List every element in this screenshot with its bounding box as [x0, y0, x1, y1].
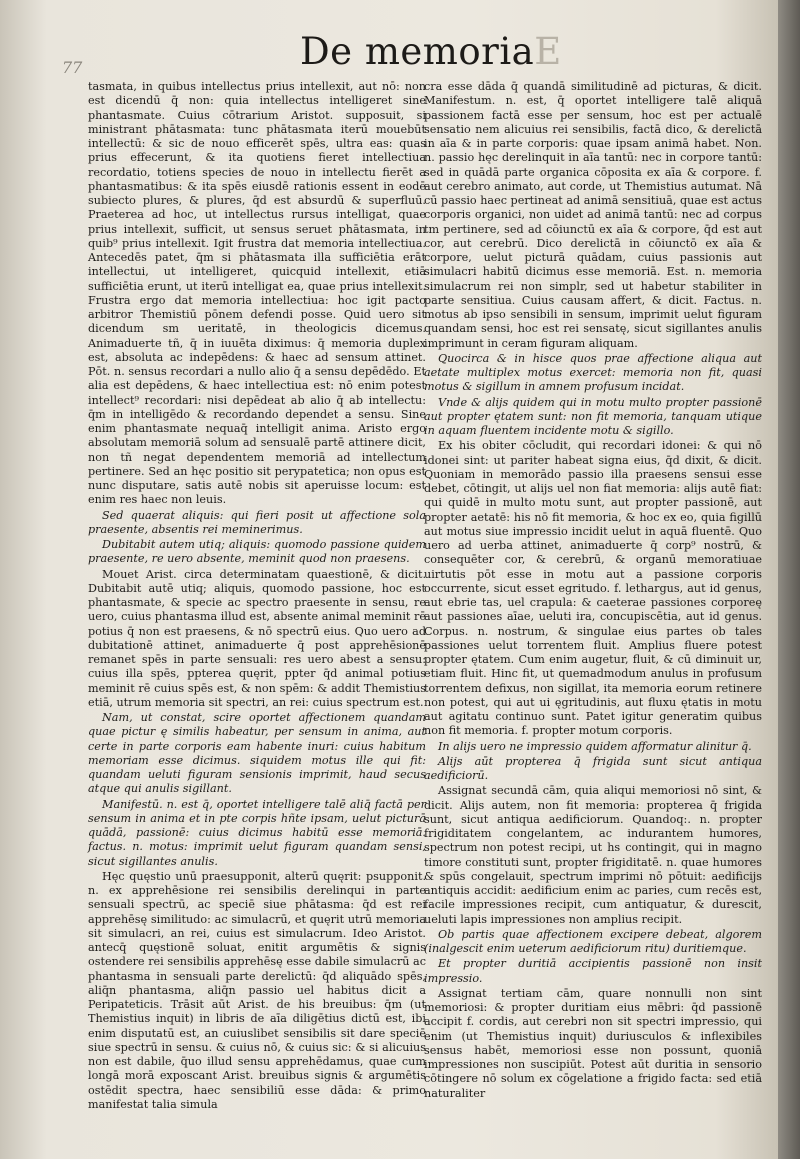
lemma-paragraph: Quocirca & in hisce quos prae affectione aliqua aut aetate multiplex motus exercet: memoria non fit, quasi motus & sigillum in amnem profusum incidat.: [424, 351, 762, 394]
commentary-paragraph: tasmata, in quibus intellectus prius intellexit, aut nō: non est dicendū q̄ non: quia intellectus intelligeret sine phantasmate. Cuius cōtrarium Aristot. supposuit, si ministrant phātasmata: tunc phātasmata iterū mouebūt intellectū: & sic de nouo efficerēt spēs, ultra eas: quas prius effecerunt, & ita quotiens fieret intellectiua recordatio, totiens species de nouo in intellectu fierēt a phantasmatibus: & ita spēs eiusdē rationis essent in eodē subiecto plures, & plures, q̄d est absurdū & superfluū. Praeterea ad hoc, ut intellectus rursus intelligat, quae prius intellexit, sufficit, ut sensus seruet phātasmata, in quib⁹ prius intellexit. Igit frustra dat memoria intellectiua. Antecedēs patet, q̄m si phātasmata illa sufficiētia erāt intellectui, ut intelligeret, quicquid intellexit, etiā sufficiētia erunt, ut iterū intelligat ea, quae prius intellexit. Frustra ergo dat memoria intellectiua: hoc igit pacto arbitror Themistiū pōnem defendi posse. Quid uero sit dicendum sm ueritatē, in theologicis dicemus. Animaduerte tñ, q̄ in iuuēta diximus: q̄ memoria duplex est, absoluta ac indepēdens: & haec ad sensum attinet. Pōt. n. sensus recordari a nullo alio q̄ a sensu depēdēdo. Et alia est depēdens, & haec intellectiua est: nō enim potest intellect⁹ recordari: nisi depēdeat ab alio q̄ ab intellectu: q̄m in intelligēdo & recordando dependet a sensu. Sine enim phantasmate nequaq̄ intelligit anima. Aristo ergo absolutam memoriā solum ad sensualē partē attinere dicit, non tñ negat dependentem memoriā ad intellectum pertinere. Sed an hęc positio sit perypatetica; non opus est nunc disputare, satis autē nobis sit aperuisse locum: est enim res haec non leuis.: [88, 80, 426, 507]
lemma-paragraph: Nam, ut constat, scire oportet affectionem quandam quae pictur ę similis habeatur, per sensum in anima, aut certe in parte corporis eam habente inuri: cuius habitum memoriam esse dicimus. siquidem motus ille qui fit: quandam ueluti figuram sensionis imprimit, haud secus atque qui anulis sigillant.: [88, 711, 426, 796]
lemma-paragraph: In alijs uero ne impressio quidem afformatur alinitur q̄.: [438, 739, 752, 753]
running-header-bleed: E: [534, 30, 562, 73]
commentary-paragraph: Mouet Arist. circa determinatam quaestionē, & dicit. Dubitabit autē utiq; aliquis, quomodo passione, hoc est phantasmate, & specie ac spectro praesente in sensu, re uero, cuius phantasma illud est, absente animal meminit rē potius q̄ non est praesens, & nō spectrū eius. Quo uero ad dubitationē attinet, animaduerte q̄ post apprehēsionē remanet spēs in parte sensuali: res uero abest a sensu: cuius illa spēs, ppterea quęrit, ppter q̄d animal potius meminit rē cuius spēs est, & non spēm: & addit Themistius etiā, utrum memoria sit spectri, an rei: cuius spectrum est.: [88, 567, 426, 709]
lemma-paragraph: Ob partis quae affectionem excipere debeat, algorem (inalgescit enim ueterum aedificiorum ritu) duritiemque.: [424, 927, 762, 955]
lemma-paragraph: Alijs aūt propterea q̄ frigida sunt sicut antiqua aedificiorū.: [424, 754, 762, 782]
right-text-column: [424, 80, 762, 1102]
lemma-paragraph: Manifestū. n. est q̄, oportet intelligere talē aliq̄ factā per sensum in anima et in pte corpis hñte ipsam, uelut picturā quādā, passionē: cuius dicimus habitū esse memoriā. factus. n. motus: imprimit uelut figuram quandam sensi, sicut sigillantes anulis.: [88, 797, 426, 868]
running-header-title: De memoria: [300, 30, 535, 73]
commentary-paragraph: Assignat tertiam cām, quare nonnulli non sint memoriosi: & propter duritiam eius mēbri: q̄d passionē accipit f. cordis, aut cerebri non sit spectri impressio, qui enim (ut Themistius inquit) duriusculos & inflexibiles sensus habēt, memoriosi esse non possunt, quoniā impressiones non suscipiūt. Potest aūt duritia in sensorio cōtingere nō solum ex cōgelatione a frigido facta: sed etiā naturaliter: [424, 986, 762, 1100]
commentary-paragraph: Ex his obiter cōcludit, qui recordari idonei: & qui nō idonei sint: ut pariter habeat signa eius, q̄d dixit, & dicit. Quoniam in memorādo passio illa praesens sensui esse debet, cōtingit, ut alijs uel non fiat memoria: alijs autē fiat: qui quidē in multo motu sunt, aut propter passionē, aut propter aetatē: his nō fit memoria, & hoc ex eo, quia figillū aut motus siue impressio incidit uelut in aquā fluentē. Quo uero ad uerba attinet, animaduerte q̄ corp⁹ nostrū, & consequēter cor, & cerebrū, & organū memoratiuae uirtutis pōt esse in motu aut a passione corporis occurrente, sicut esset egritudo. f. lethargus, aut id genus, aut ebrie tas, uel crapula: & caeterae passiones corporeę aut passiones aīae, ueluti ira, concupiscētia, aut id genus. Corpus. n. nostrum, & singulae eius partes ob tales passiones uelut torrentem fluit. Amplius fluere potest propter ętatem. Cum enim augetur, fluit, & cū diminuit ur, etiam fluit. Hinc fit, ut quemadmodum anulus in profusum torrentem defixus, non sigillat, ita memoria eorum retinere non potest, qui aut ui ęgritudinis, aut fluxu ętatis in motu aut agitatu continuo sunt. Patet igitur generatim quibus non fit memoria. f. propter motum corporis.: [424, 439, 762, 738]
running-header: [300, 30, 680, 73]
lemma-paragraph: Vnde & alijs quidem qui in motu multo propter passionē aut propter ętatem sunt: non fit memoria, tanquam utique in aquam fluentem incidente motu & sigillo.: [424, 395, 762, 437]
lemma-paragraph: Dubitabit autem utiq; aliquis: quomodo passione quidem praesente, re uero absente, meminit quod non praesens.: [88, 538, 426, 566]
page-edge-shadow: [778, 0, 800, 1159]
commentary-paragraph: Assignat secundā cām, quia aliqui memoriosi nō sint, & dicit. Alijs autem, non fit memoria: propterea q̄ frigida sunt, sicut antiqua aedificiorum. Quandoq:. n. propter frigiditatem congelantem, ac indurantem humores, spectrum non potest recipi, ut hs contingit, qui in magno timore constituti sunt, propter frigiditatē. n. quae humores & spūs congelauit, spectrum imprimi nō pōtuit: aedificijs antiquis accidit: aedificium enim ac paries, cum recēs est, facile impressiones recipit, cum antiquatur, & durescit, ueluti lapis impressiones non amplius recipit.: [424, 784, 762, 926]
lemma-paragraph: Sed quaerat aliquis: qui fieri posit ut affectione sola praesente, absentis rei meminerimus.: [88, 508, 426, 536]
commentary-paragraph: Hęc quęstio unū praesupponit, alterū quęrit: psupponit. n. ex apprehēsione rei sensibilis derelinqui in parte sensuali spectrū, ac speciē siue phātasma: q̄d est rei apprehēsę similitudo: ac simulacrū, et quęrit utrū memoria sit simulacri, an rei, cuius est simulacrum. Ideo Aristot. antecq̄ quęstionē soluat, enitit argumētis & signis ostendere rei sensibilis apprehēsę esse dabile simulacrū ac phantasma in sensuali parte derelictū: q̄d aliquādo spēs, aliq̄n phantasma, aliq̄n passio uel habitus dicit a Peripateticis. Trāsit aūt Arist. de his breuibus: q̄m (ut Themistius inquit) in libris de aīa diligētius dictū est, ibi enim disputatū est, an cuiuslibet sensibilis sit dare speciē siue spectrū in sensu. & cuius nō, & cuius sic: & si alicuius non est dabile, q̄uo illud sensu apprehēdamus, quae cum longā morā exposcant Arist. breuibus signis & argumētis ostēdit spectra, haec sensibiliū esse dāda: & primo manifestat talia simula: [88, 869, 426, 1111]
lemma-paragraph: Et propter duritiā accipientis passionē non insit impressio.: [424, 957, 762, 985]
commentary-paragraph: cra esse dāda q̄ quandā similitudinē ad picturas, & dicit. Manifestum. n. est, q̄ oportet intelligere talē aliquā passionem factā esse per sensum, hoc est per actualē sensatio nem alicuius rei sensibilis, factā dico, & derelictā in aīa & in parte corporis: quae ipsam animā habet. Non. n. passio hęc derelinquit in aīa tantū: nec in corpore tantū: sed in quādā parte organica cōposita ex aīa & corpore. f. aut cerebro animato, aut corde, ut Themistius autumat. Nā cū passio haec pertineat ad animā sensitiuā, quae est actus corporis organici, non uidet ad animā tantū: nec ad corpus tm pertinere, sed ad cōiunctū ex aīa & corpore, q̄d est aut cor, aut cerebrū. Dico derelictā in cōiunctō ex aīa & corpore, uelut picturā quādam, cuius passionis aut simulacri habitū dicimus esse memoriā. Est. n. memoria simulacrum rei non simplr, sed ut habetur stabiliter in parte sensitiua. Cuius causam affert, & dicit. Factus. n. motus ab ipso sensibili in sensum, imprimit uelut figuram quandam sensi, hoc est rei sensatę, sicut sigillantes anulis imprimunt in ceram figuram aliquam.: [424, 80, 762, 350]
folio-number: 77: [62, 58, 83, 77]
left-text-column: [88, 80, 426, 1113]
